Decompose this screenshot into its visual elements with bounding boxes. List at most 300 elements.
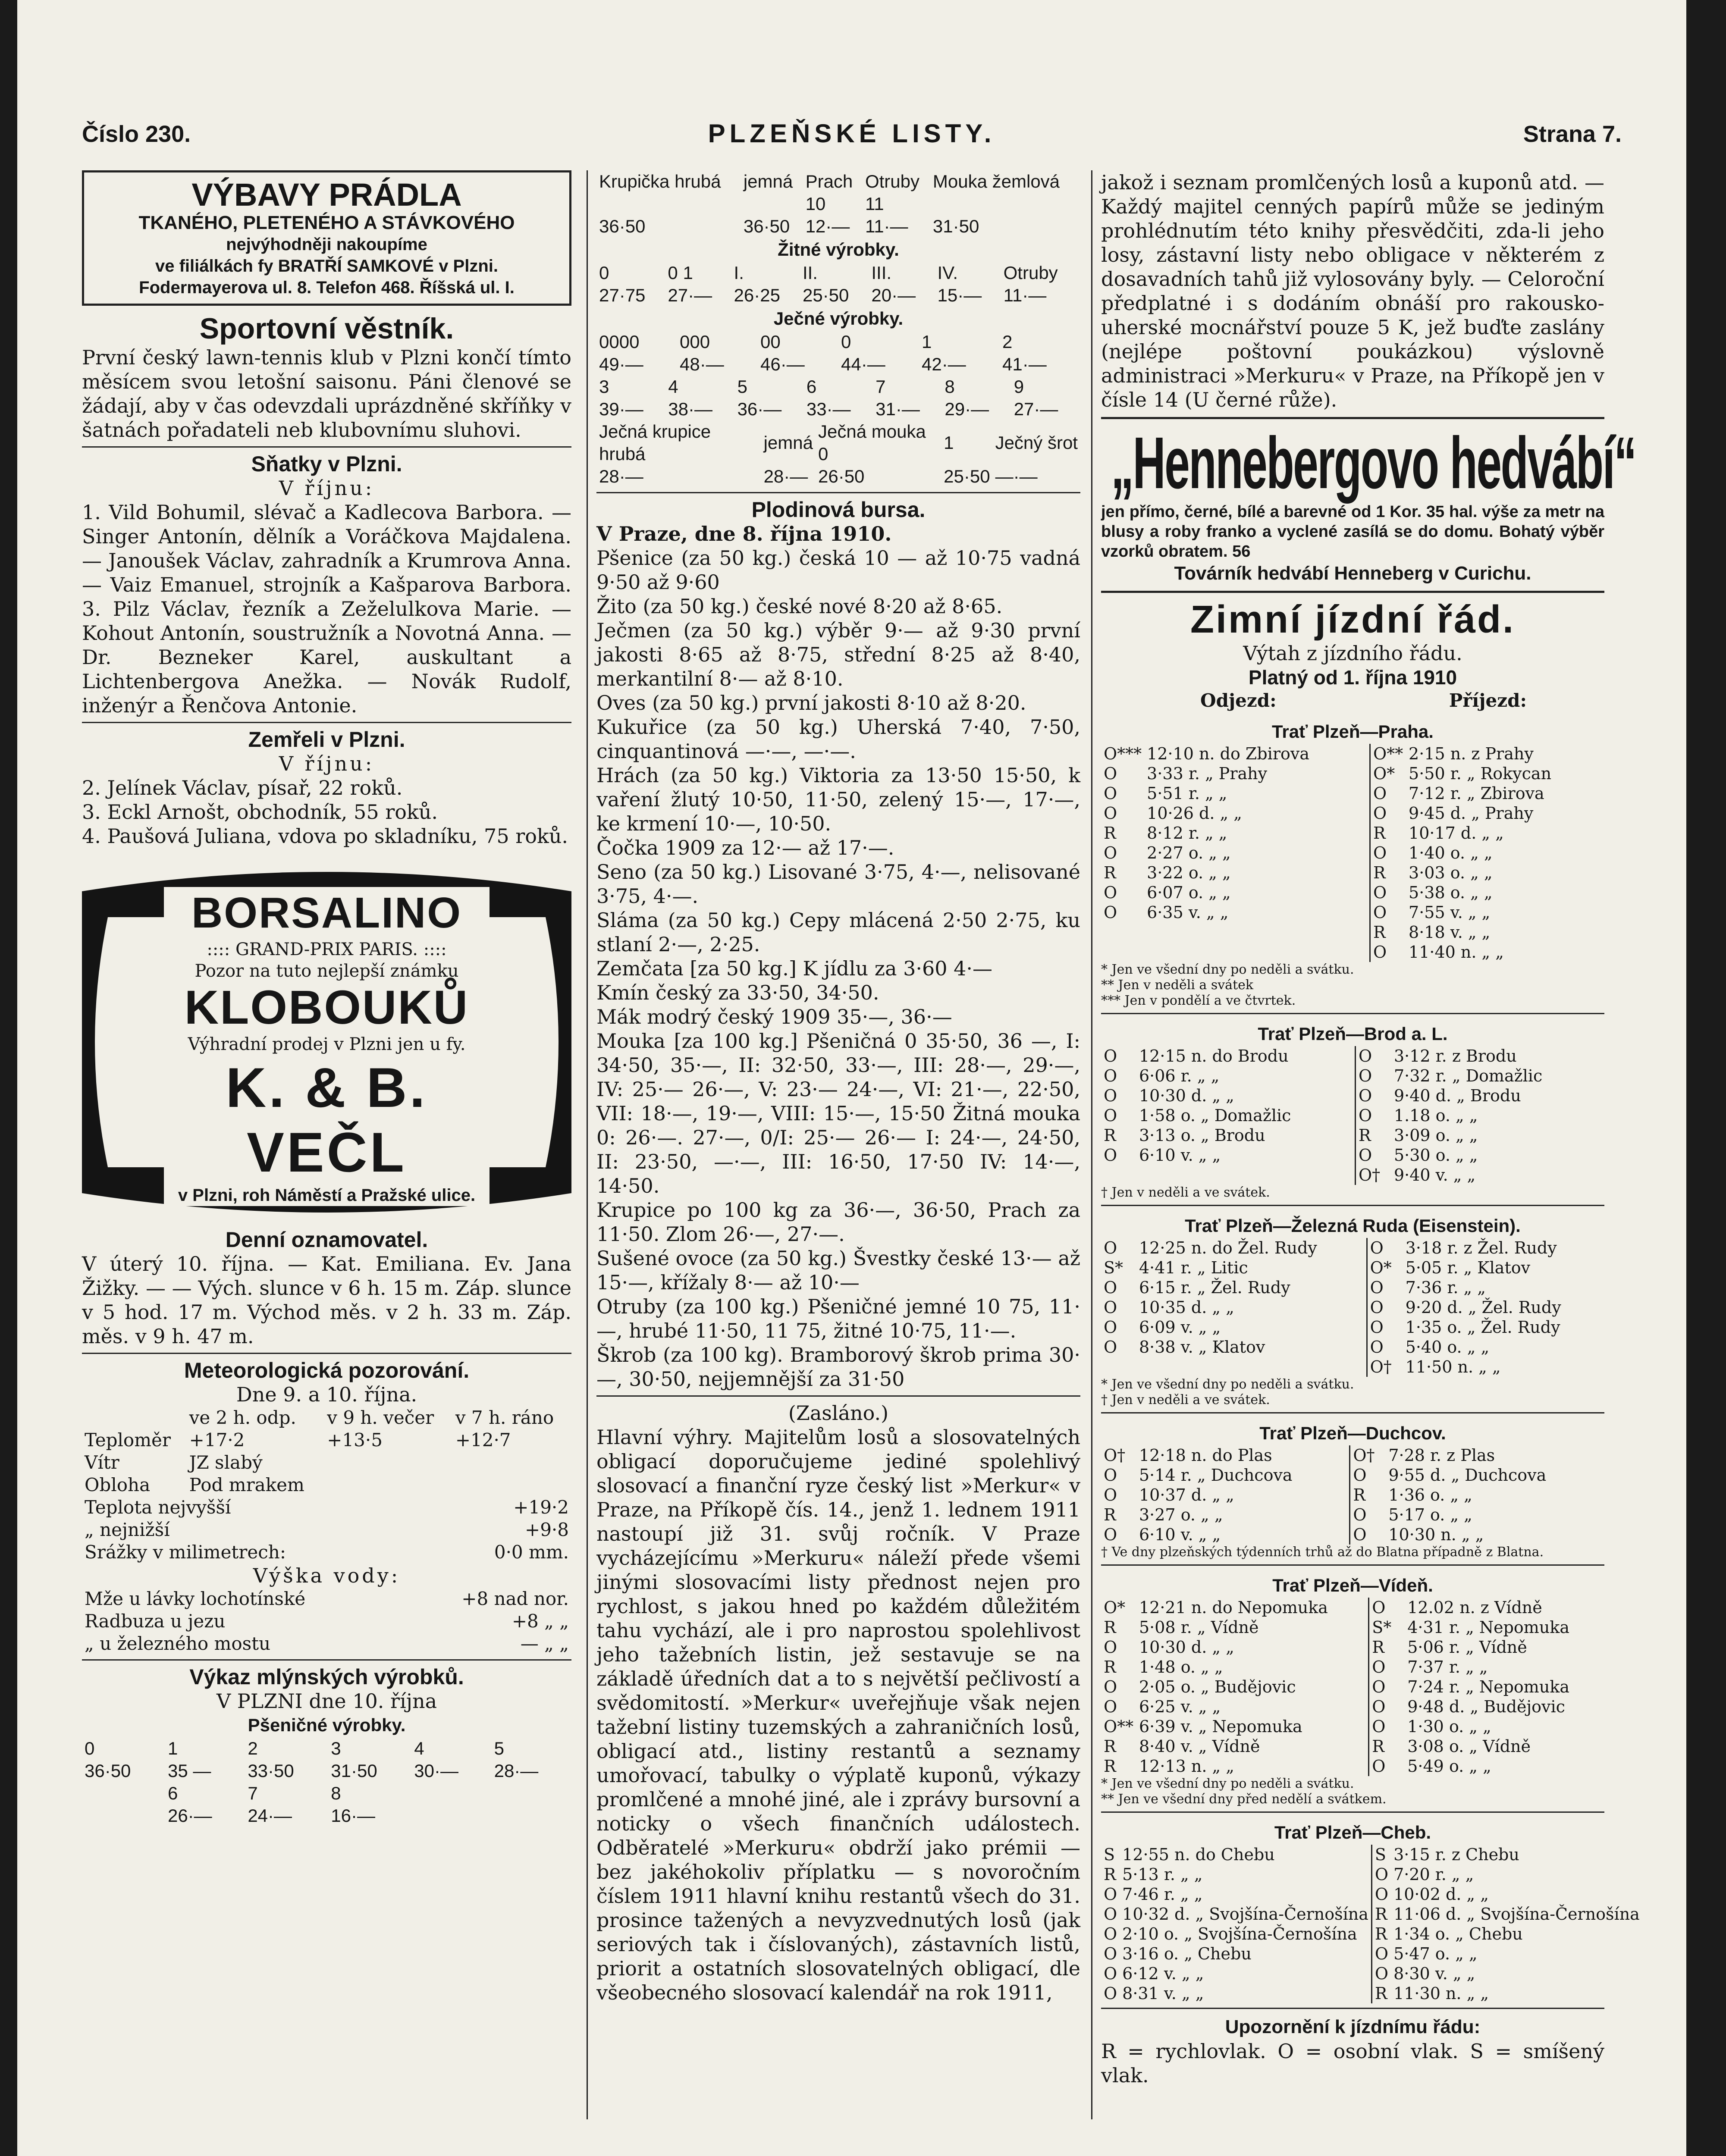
- timetable-note: ** Jen ve všední dny před nedělí a svátkem.: [1101, 1792, 1387, 1807]
- timetable-row: [1101, 1525, 1604, 1545]
- train-type: O: [1104, 1697, 1117, 1716]
- arrival: 4·31 r. „ Nepomuka: [1407, 1618, 1569, 1637]
- mlyn-sub: [741, 193, 803, 215]
- timetable: [1101, 1845, 1642, 2003]
- timetable-note: * Jen ve všední dny po neděli a svátku.: [1101, 962, 1354, 977]
- zitne-value: 11·—: [1003, 285, 1047, 305]
- departure: 6·25 v. „ „: [1139, 1697, 1221, 1716]
- jecne-value: 44·—: [841, 354, 885, 374]
- merkur-continued: jakož i seznam promlčených losů a kuponů atd. — Každý majitel cenných papírů může se jediným prohlédnutím této knihy přesvědčiti, zda-li jeho losy, zástavní listy nebo obligace v některém z dosavadních tahů již vylosovány byly. — Celoroční předplatné i s dodáním obnáší pro rakousko-uherské mocnářství pouze 5 K, jež buďte zaslány (nejlépe poštovní poukázkou) výslovně administraci »Merkuru« v Praze, na Příkopě jen v čísle 14 (U černé růže).: [1101, 171, 1604, 411]
- train-type: O: [1104, 1466, 1117, 1485]
- departure: 12·13 n. „ „: [1139, 1757, 1234, 1776]
- arrival: 3·09 o. „ „: [1393, 1126, 1478, 1145]
- train-type: R: [1350, 1485, 1386, 1505]
- timetable: [1101, 1046, 1604, 1185]
- zitne-value: 26·25: [734, 285, 780, 305]
- meteo-head: [82, 1407, 187, 1429]
- timetable-row: [1101, 863, 1604, 883]
- voda-label: Mže u lávky lochotínské: [85, 1588, 306, 1609]
- departure: 3·33 r. „ Prahy: [1147, 764, 1268, 783]
- borsalino-prodej: Výhradní prodej v Plzni jen u fy.: [188, 1034, 466, 1054]
- train-type: R: [1104, 1737, 1116, 1756]
- timetable-row: [1101, 1984, 1642, 2003]
- jecne-head: 00: [760, 332, 781, 352]
- departure: 12·10 n. do Zbirova: [1147, 744, 1309, 763]
- mlyn-value: 11·—: [865, 216, 908, 236]
- train-type: O: [1104, 1047, 1117, 1065]
- voda-label: „ u železného mostu: [85, 1633, 271, 1654]
- voda-value: — „ „: [520, 1633, 569, 1654]
- train-type: R: [1369, 1736, 1405, 1756]
- jecne-value: 31·—: [876, 399, 920, 419]
- timetable-row: [1101, 1066, 1604, 1086]
- timetable-section-title: Trať Plzeň—Železná Ruda (Eisenstein).: [1185, 1216, 1521, 1236]
- timetable-row: [1101, 764, 1604, 783]
- jecne-value: 49·—: [599, 354, 643, 374]
- mlyn-v: 24·—: [248, 1805, 292, 1826]
- column-2: [587, 170, 1080, 2119]
- meteo-extra-value: +9·8: [525, 1519, 569, 1540]
- bursa-item: Sušené ovoce (za 50 kg.) Švestky české 13·— až 15·—, křížaly 8·— až 10·—: [596, 1247, 1080, 1294]
- timetable-row: [1101, 1657, 1604, 1677]
- timetable-note: † Jen v neděli a ve svátek.: [1101, 1185, 1270, 1200]
- meteo-cell: +13·5: [327, 1429, 383, 1451]
- mlyn-h: 7: [248, 1783, 258, 1803]
- voda-heading: Výška vody:: [253, 1564, 401, 1587]
- timetable-row: [1101, 1865, 1642, 1884]
- page-header: [82, 116, 1622, 155]
- arrival: 5·40 o. „ „: [1405, 1338, 1490, 1357]
- zitne-value: 15·—: [937, 285, 982, 305]
- train-type: O: [1104, 1885, 1117, 1904]
- departure: 12·25 n. do Žel. Rudy: [1139, 1238, 1317, 1257]
- departure: 2·05 o. „ Budějovic: [1139, 1677, 1296, 1696]
- snatky-heading: Sňatky v Plzni.: [251, 452, 402, 476]
- timetable-row: [1101, 1337, 1604, 1357]
- train-type: O: [1104, 1638, 1117, 1657]
- departure: 12·15 n. do Brodu: [1139, 1047, 1289, 1065]
- train-type: O: [1370, 883, 1406, 903]
- timetable-row: [1101, 1717, 1604, 1736]
- train-type: R: [1370, 823, 1406, 843]
- mlyn-h: 0: [85, 1738, 95, 1758]
- train-type: O: [1104, 1485, 1117, 1504]
- zitne-heading: Žitné výrobky.: [778, 239, 899, 260]
- mlyn-v: 35 —: [167, 1761, 211, 1781]
- departure: 6·39 v. „ Nepomuka: [1139, 1717, 1302, 1736]
- train-type: O: [1371, 1944, 1391, 1964]
- departure: 6·10 v. „ „: [1139, 1146, 1221, 1165]
- meteo-cell: JZ slabý: [189, 1452, 263, 1473]
- jk-value: 28·—: [763, 466, 808, 486]
- oznam-heading: Denní oznamovatel.: [225, 1228, 428, 1252]
- train-type: O: [1369, 1697, 1405, 1717]
- timetable-row: [1101, 1258, 1604, 1278]
- arrival: 10·17 d. „ „: [1409, 824, 1504, 843]
- timetable-row: [1101, 1736, 1604, 1756]
- mlyn-head: jemná: [743, 171, 793, 191]
- arrival: 7·37 r. „ „: [1407, 1658, 1488, 1677]
- jecne-value: 29·—: [945, 399, 989, 419]
- departure: [1144, 922, 1370, 942]
- arrival: 9·40 v. „ „: [1393, 1166, 1476, 1185]
- departure: [1136, 1165, 1355, 1185]
- ad-vybavy-title: VÝBAVY PRÁDLA: [191, 177, 462, 213]
- train-type: R: [1371, 1904, 1391, 1924]
- timetable-row: [1101, 1617, 1604, 1637]
- jecne-head: 000: [680, 332, 710, 352]
- timetable-row: [1101, 903, 1604, 922]
- timetable-row: [1101, 1944, 1642, 1964]
- departure: 12·21 n. do Nepomuka: [1139, 1598, 1328, 1617]
- arrival: 3·15 r. z Chebu: [1393, 1845, 1519, 1864]
- sport-text: První český lawn-tennis klub v Plzni končí tímto měsícem svou letošní saisonu. Páni členové se žádají, aby v čas odevzdali uprázdněné skříňky v šatnách pořadateli neb klubovnímu sluhovi.: [82, 346, 571, 442]
- mlyn-h: 1: [167, 1738, 178, 1758]
- timetable-row: [1101, 1445, 1604, 1465]
- timetable-row: [1101, 1505, 1604, 1525]
- arrival: 1·40 o. „ „: [1409, 843, 1493, 862]
- jk-head: Ječná krupice hrubá: [599, 421, 711, 464]
- column-1: [82, 170, 571, 2119]
- departure: 4·41 r. „ Litic: [1139, 1258, 1248, 1277]
- meteo-head: ve 2 h. odp.: [189, 1407, 296, 1428]
- upozorneni-heading: Upozornění k jízdnímu řádu:: [1225, 2016, 1481, 2037]
- departure: 5·08 r. „ Vídně: [1139, 1618, 1259, 1637]
- meteo-date: Dne 9. a 10. října.: [236, 1383, 417, 1406]
- voda-label: Radbuza u jezu: [85, 1611, 226, 1632]
- jecne-head: 9: [1014, 376, 1024, 397]
- arrival: 7·28 r. z Plas: [1388, 1446, 1495, 1465]
- arrival: 1.18 o. „ „: [1393, 1106, 1478, 1125]
- borsalino-firm: K. & B. VEČL: [226, 1056, 428, 1184]
- train-type: O: [1104, 1905, 1117, 1924]
- odjezd-label: Odjezd:: [1200, 690, 1277, 711]
- meteo-cell: Vítr: [85, 1452, 119, 1473]
- ad-vybavy-line: nejvýhodněji nakoupíme: [226, 235, 427, 254]
- departure: 2·10 o. „ Svojšína-Černošína: [1122, 1924, 1357, 1943]
- timetable-row: [1101, 803, 1604, 823]
- arrival: 3·03 o. „ „: [1409, 863, 1493, 882]
- bursa-date: V Praze, dne 8. října 1910.: [596, 522, 892, 545]
- train-type: O: [1104, 843, 1117, 862]
- train-type: O: [1367, 1337, 1403, 1357]
- mlyn-h: 6: [167, 1783, 178, 1803]
- timetable-row: [1101, 942, 1604, 962]
- timetable-row: [1101, 1086, 1604, 1106]
- zemreli-month: V říjnu:: [279, 752, 375, 775]
- train-type: O†: [1355, 1165, 1391, 1185]
- meteo-cell: Teploměr: [85, 1429, 171, 1451]
- bursa-item: Škrob (za 100 kg). Bramborový škrob prima 30·—, 30·50, nejjemnější za 31·50: [596, 1343, 1080, 1391]
- timetable-row: [1101, 823, 1604, 843]
- mlyn-v: 31·50: [331, 1761, 377, 1781]
- mlyn-head: Prach: [805, 171, 853, 191]
- train-type: O: [1367, 1278, 1403, 1297]
- meteo-extra-value: 0·0 mm.: [494, 1542, 569, 1563]
- mlyn-head: Mouka žemlová: [932, 171, 1060, 191]
- jecna-krupice-table: [596, 420, 1080, 488]
- arrival: 8·30 v. „ „: [1393, 1964, 1475, 1983]
- jecne-head: 7: [876, 376, 886, 397]
- jecne-value: 48·—: [680, 354, 724, 374]
- arrival: 8·18 v. „ „: [1409, 923, 1491, 942]
- meteo-cell: +12·7: [455, 1429, 511, 1451]
- timetable-row: [1101, 1964, 1642, 1984]
- mlyn-v: 36·50: [85, 1761, 131, 1781]
- train-type: O***: [1104, 744, 1142, 763]
- train-type: [1101, 922, 1144, 942]
- timetable-section-title: Trať Plzeň—Vídeň.: [1272, 1575, 1433, 1595]
- train-type: R: [1104, 863, 1116, 882]
- train-type: R: [1371, 1924, 1391, 1944]
- zemreli-item: 3. Eckl Arnošt, obchodník, 55 roků.: [82, 800, 438, 824]
- jk-value: —·—: [995, 466, 1038, 486]
- timetable-row: [1101, 1637, 1604, 1657]
- departure: 12·55 n. do Chebu: [1122, 1845, 1275, 1864]
- arrival: 11·30 n. „ „: [1393, 1984, 1489, 2003]
- mlyn-h: 5: [494, 1738, 504, 1758]
- train-type: O: [1104, 903, 1117, 922]
- sport-heading: Sportovní věstník.: [199, 312, 454, 345]
- bursa-item: Čočka 1909 za 12·— až 17·—.: [596, 836, 894, 859]
- page-number: Strana 7.: [1523, 121, 1622, 147]
- timetable-row: [1101, 1165, 1604, 1185]
- zitne-head: I.: [734, 263, 744, 283]
- bursa-item: Kukuřice (za 50 kg.) Uherská 7·40, 7·50, cinquantinová —·—, —·—.: [596, 715, 1080, 763]
- mlyn-value: 36·50: [599, 216, 646, 236]
- mlyn-date: V PLZNI dne 10. října: [216, 1689, 437, 1713]
- arrival: 7·36 r. „ „: [1405, 1278, 1486, 1297]
- zitne-head: IV.: [937, 263, 958, 283]
- train-type: O: [1104, 1338, 1117, 1357]
- bursa-item: Zemčata [za 50 kg.] K jídlu za 3·60 4·—: [596, 957, 993, 980]
- ad-vybavy-line: TKANÉHO, PLETENÉHO A STÁVKOVÉHO: [138, 212, 515, 233]
- train-type: O: [1104, 784, 1117, 803]
- train-type: S: [1371, 1845, 1391, 1865]
- bursa-item: Mák modrý český 1909 35·—, 36·—: [596, 1005, 952, 1028]
- timetable-row: [1101, 1924, 1642, 1944]
- timetable-note: † Ve dny plzeňských týdenních trhů až do Blatna případně z Blatna.: [1101, 1545, 1544, 1560]
- arrival: 10·02 d. „ „: [1393, 1885, 1489, 1904]
- train-type: O: [1104, 804, 1117, 823]
- voda-table: [82, 1588, 571, 1655]
- jk-head: 1: [944, 432, 954, 453]
- train-type: O: [1371, 1865, 1391, 1884]
- jecne-value: 27·—: [1014, 399, 1058, 419]
- train-type: O: [1369, 1657, 1405, 1677]
- jecne-head: 6: [806, 376, 817, 397]
- train-type: O: [1355, 1046, 1391, 1066]
- timetable-section-title: Trať Plzeň—Praha.: [1272, 721, 1434, 742]
- mlyn-h: 2: [248, 1738, 258, 1758]
- jecne-head: 8: [945, 376, 955, 397]
- train-type: O: [1369, 1717, 1405, 1736]
- bursa-heading: Plodinová bursa.: [751, 498, 926, 522]
- timetable: [1101, 744, 1604, 962]
- mlyn-head: Krupička hrubá: [599, 171, 721, 191]
- meteo-extra-label: Teplota nejvyšší: [85, 1497, 231, 1518]
- zitne-head: II.: [802, 263, 818, 283]
- train-type: O: [1370, 903, 1406, 922]
- jecne-table: [596, 331, 1080, 376]
- train-type: S*: [1369, 1617, 1405, 1637]
- zitne-head: 0: [599, 263, 609, 283]
- departure: 1·48 o. „ „: [1139, 1658, 1223, 1677]
- mlyn-sub: Pšeničné výrobky.: [248, 1715, 406, 1735]
- train-type: O†: [1104, 1446, 1126, 1465]
- jecne-value: 38·—: [668, 399, 712, 419]
- train-type: O†: [1350, 1445, 1386, 1465]
- mlyn-table: [82, 1737, 571, 1827]
- zimni-rad-title: Zimní jízdní řád.: [1190, 598, 1516, 641]
- meteo-head: v 7 h. ráno: [455, 1407, 554, 1428]
- borsalino-gp: :::: GRAND-PRIX PARIS. ::::: [207, 940, 447, 959]
- arrival: 3·18 r. z Žel. Rudy: [1405, 1238, 1557, 1257]
- meteo-heading: Meteorologická pozorování.: [184, 1358, 470, 1382]
- timetable-row: [1101, 1697, 1604, 1717]
- jk-head: Ječná mouka 0: [818, 421, 926, 464]
- arrival: 7·32 r. „ Domažlic: [1393, 1066, 1543, 1085]
- mlyn-sub: [596, 193, 741, 215]
- meteo-table: [82, 1407, 571, 1496]
- zemreli-heading: Zemřeli v Plzni.: [248, 727, 405, 752]
- bursa-item: Hrách (za 50 kg.) Viktoria za 13·50 15·50, k vaření žlutý 10·50, 11·50, zelený 15·—, 17·—, ke krmení 10·—, 10·50.: [596, 764, 1080, 835]
- arrival: 1·35 o. „ Žel. Rudy: [1405, 1318, 1560, 1337]
- train-type: R: [1369, 1637, 1405, 1657]
- jecne-value: 42·—: [922, 354, 966, 374]
- departure: [1136, 1357, 1367, 1377]
- timetable-row: [1101, 1465, 1604, 1485]
- train-type: R: [1355, 1125, 1391, 1145]
- train-type: O: [1370, 942, 1406, 962]
- train-type: O: [1104, 1984, 1117, 2003]
- departure: [1144, 942, 1370, 962]
- train-type: R: [1104, 1505, 1116, 1524]
- borsalino-klobouku: KLOBOUKŮ: [184, 981, 469, 1034]
- meteo-cell: Pod mrakem: [189, 1474, 304, 1495]
- timetable-row: [1101, 1845, 1642, 1865]
- arrival: 12.02 n. z Vídně: [1407, 1598, 1542, 1617]
- train-type: O*: [1367, 1258, 1403, 1278]
- timetable-row: [1101, 1145, 1604, 1165]
- arrival: 5·06 r. „ Vídně: [1407, 1638, 1527, 1657]
- jecne-head: 3: [599, 376, 609, 397]
- mlyn-sub: 10: [805, 194, 826, 214]
- timetable-row: [1101, 1046, 1604, 1066]
- timetable-row: [1101, 1106, 1604, 1125]
- zitne-value: 25·50: [802, 285, 849, 305]
- ad-vybavy-pradla: [82, 170, 571, 306]
- departure: 10·26 d. „ „: [1147, 804, 1242, 823]
- train-type: O: [1370, 783, 1406, 803]
- train-type: O: [1367, 1317, 1403, 1337]
- meteo-head: v 9 h. večer: [327, 1407, 434, 1428]
- departure: 6·06 r. „ „: [1139, 1066, 1220, 1085]
- timetable-section-title: Trať Plzeň—Duchcov.: [1259, 1423, 1446, 1443]
- jecne-value: 33·—: [806, 399, 851, 419]
- henneberg-text: jen přímo, černé, bílé a barevné od 1 Kor. 35 hal. výše za metr na blusy a roby franko a vyclené zasílá se do domu. Bohatý výběr vzorků obratem. 56: [1101, 503, 1604, 561]
- train-type: O: [1355, 1066, 1391, 1086]
- departure: 3·22 o. „ „: [1147, 863, 1231, 882]
- mlyn-sub: 11: [865, 194, 884, 214]
- mlyn-sub: [930, 193, 1080, 215]
- timetable-row: [1101, 1884, 1642, 1904]
- train-type: S*: [1104, 1258, 1123, 1277]
- borsalino-address: v Plzni, roh Náměstí a Pražské ulice.: [178, 1186, 476, 1205]
- train-type: O: [1371, 1884, 1391, 1904]
- mlyn-v: 16·—: [331, 1805, 375, 1826]
- bursa-item: Seno (za 50 kg.) Lisované 3·75, 4·—, nelisované 3·75, 4·—.: [596, 860, 1080, 908]
- zitne-head: 0 1: [668, 263, 693, 283]
- departure: 10·30 d. „ „: [1139, 1638, 1234, 1657]
- arrival: 9·40 d. „ Brodu: [1393, 1086, 1521, 1105]
- departure: 1·58 o. „ Domažlic: [1139, 1106, 1291, 1125]
- timetable-row: [1101, 1297, 1604, 1317]
- newspaper-page: [17, 0, 1686, 2156]
- departure: 12·18 n. do Plas: [1139, 1446, 1272, 1465]
- departure: 10·35 d. „ „: [1139, 1298, 1234, 1317]
- train-type: O: [1104, 1525, 1117, 1544]
- mlyn-h: 4: [414, 1738, 424, 1758]
- voda-value: +8 nad nor.: [461, 1588, 569, 1609]
- departure: 10·30 d. „ „: [1139, 1086, 1234, 1105]
- bursa-item: Otruby (za 100 kg.) Pšeničné jemné 10 75, 11·—, hrubé 11·50, 11 75, žitné 10·75, 11·—.: [596, 1295, 1080, 1342]
- prijezd-label: Příjezd:: [1449, 690, 1527, 711]
- train-type: [1101, 1165, 1136, 1185]
- henneberg-firm: Továrník hedvábí Henneberg v Curichu.: [1174, 563, 1531, 584]
- mlyn-value: 36·50: [743, 216, 790, 236]
- timetable-note: * Jen ve všední dny po neděli a svátku.: [1101, 1776, 1354, 1791]
- zimni-rad-valid: Platný od 1. října 1910: [1248, 666, 1457, 689]
- zimni-rad-sub: Výtah z jízdního řádu.: [1243, 642, 1462, 665]
- train-type: R: [1104, 1865, 1116, 1884]
- jecne-table-2: [596, 376, 1080, 420]
- departure: 3·27 o. „ „: [1139, 1505, 1223, 1524]
- train-type: O: [1369, 1598, 1405, 1617]
- snatky-text: 1. Vild Bohumil, slévač a Kadlecova Barbora. — Singer Antonín, dělník a Voráčkova Majdalena. — Janoušek Václav, zahradník a Krumrova Anna. — Vaiz Emanuel, strojník a Kašparova Barbora. 3. Pilz Václav, řezník a Zeželulkova Marie. — Kohout Antonín, soustružník a Novotná Anna. — Dr. Bezneker Karel, auskultant a Lichtenbergova Anežka. — Novák Rudolf, inženýr a Řenčova Antonie.: [82, 501, 571, 717]
- timetable: [1101, 1445, 1604, 1545]
- departure: 5·13 r. „ „: [1122, 1865, 1203, 1884]
- jecne-head: 0000: [599, 332, 640, 352]
- departure: 6·07 o. „ „: [1147, 883, 1231, 902]
- train-type: [1101, 1357, 1136, 1377]
- arrival: 3·12 r. z Brodu: [1393, 1047, 1517, 1065]
- timetable-row: [1101, 1317, 1604, 1337]
- arrival: 5·38 o. „ „: [1409, 883, 1493, 902]
- odjezd-prijezd: [1101, 689, 1604, 712]
- jecne-value: 41·—: [1002, 354, 1047, 374]
- bursa-item: Žito (za 50 kg.) české nové 8·20 až 8·65.: [596, 595, 1003, 618]
- departure: 6·35 v. „ „: [1147, 903, 1229, 922]
- jecne-value: 36·—: [737, 399, 782, 419]
- train-type: O: [1355, 1145, 1391, 1165]
- vyhry-text: Hlavní výhry. Majitelům losů a slosovatelných obligací doporučujeme jediné spolehlivý slosovací a finanční ryze český list »Merkur« v Praze, na Příkopě čís. 14., jenž 1. lednem 1911 nastoupí již 31. svůj ročník. V Praze vycházejícímu »Merkuru« náleží přede všemi jinými slosovacími listy přednost nejen pro rychlost, s jakou hned po každém důležitém tahu vychází, ale i pro naprostou spolehlivost jeho tažebních listin, jež sestavuje se na základě úředních dat a to s největší pečlivostí a svědomitostí. »Merkur« uveřejňuje však nejen tažební listiny tuzemských a zahraničních losů, obligací atd., listiny restantů a seznamy umořovací, tabulky o výplatě kuponů, výkazy promlčené a mnohé jiné, ale i zprávy bursovní a noticky o všech finančních událostech. Odběratelé »Merkuru« obdrží jako prémii — bez jakéhokoliv příplatku — s novoročním číslem 1911 hlavní knihu restantů všech do 31. prosince tažených a nevyzvednutých losů (jak seriových tak i číslovaných), zástavních listů, priorit a ostatních slosovatelných obligací, dle všeobecného slosovací kalendář na rok 1911,: [596, 1426, 1080, 2004]
- train-type: O: [1104, 1066, 1117, 1085]
- timetable-row: [1101, 783, 1604, 803]
- timetable-row: [1101, 744, 1604, 764]
- jecne-head: 1: [922, 332, 932, 352]
- train-type: O: [1104, 1086, 1117, 1105]
- mlyn-v: 28·—: [494, 1761, 539, 1781]
- timetable-row: [1101, 1677, 1604, 1697]
- train-type: R: [1104, 824, 1116, 843]
- zitne-head: III.: [871, 263, 892, 283]
- timetable-note: *** Jen v pondělí a ve čtvrtek.: [1101, 993, 1296, 1008]
- mlyn-value: 31·50: [932, 216, 979, 236]
- timetable-row: [1101, 1756, 1604, 1776]
- arrival: 7·20 r. „ „: [1393, 1865, 1474, 1884]
- zitne-head: Otruby: [1003, 263, 1058, 283]
